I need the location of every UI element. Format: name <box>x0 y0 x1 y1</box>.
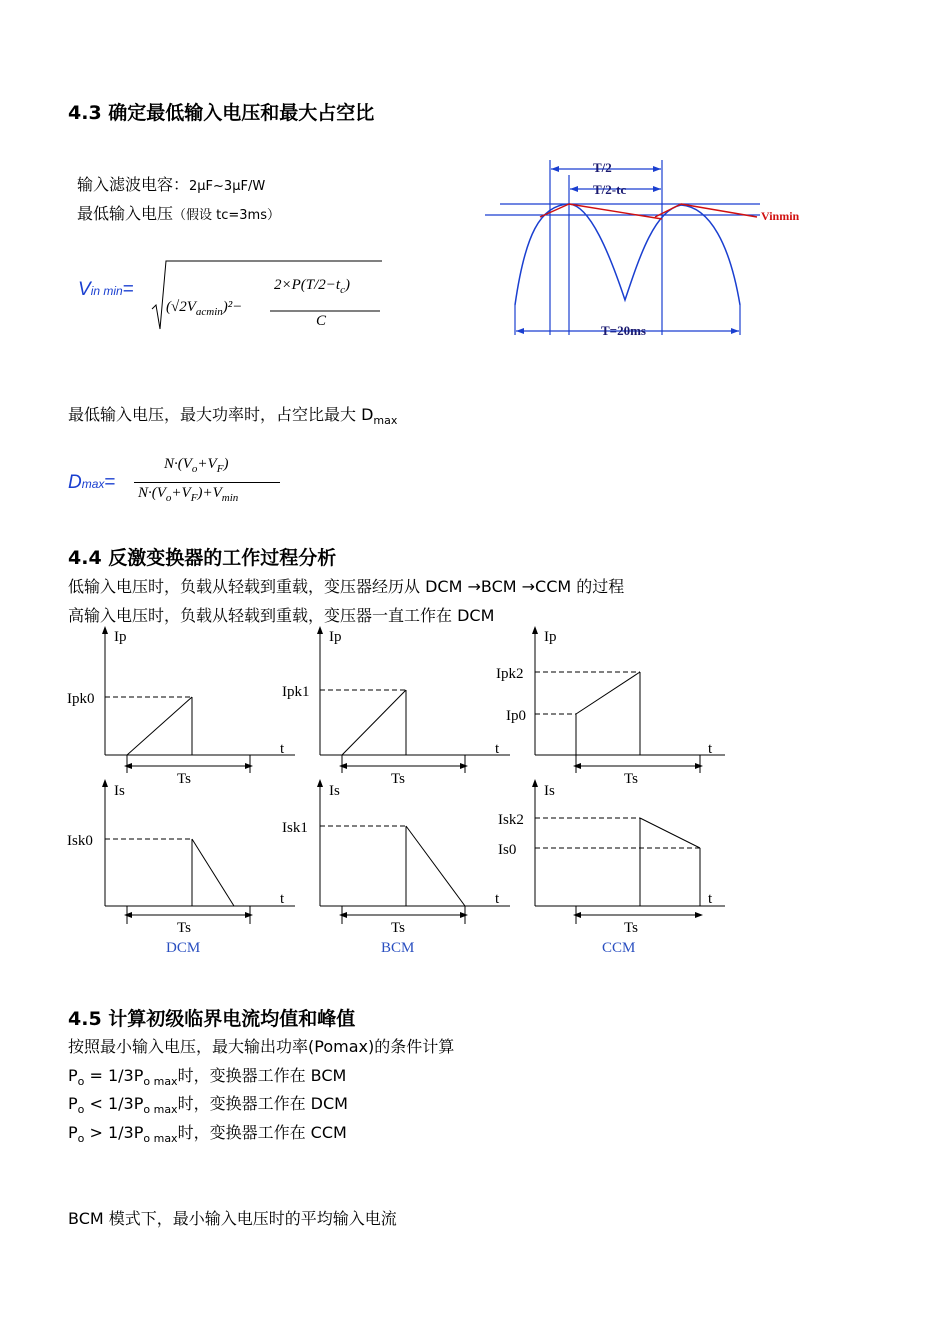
dcm-is-ts: Ts <box>177 920 191 936</box>
rectified-waveform-diagram <box>485 155 820 345</box>
dmax-denominator: $N\cdot(V_o+V_F)+V_{min}$ <box>138 485 239 504</box>
s44-line1: 低输入电压时，负载从轻载到重载，变压器经历从 DCM →BCM →CCM 的过程 <box>68 577 625 596</box>
fraction-bar <box>134 482 280 483</box>
bcm-ip-ts: Ts <box>391 771 405 787</box>
po-row-bcm: $P_o = 1/3P_{o max}$时，变换器工作在 BCM <box>68 1066 347 1089</box>
bcm-is-label: Is <box>329 783 340 799</box>
vinmin-symbol: Vin min= <box>78 279 134 300</box>
dcm-is-label: Is <box>114 783 125 799</box>
s45-line1: 按照最小输入电压，最大输出功率(Pomax)的条件计算 <box>68 1037 455 1056</box>
mode-label-ccm: CCM <box>602 940 636 956</box>
filter-cap-label: 输入滤波电容： <box>77 175 190 194</box>
dmax-intro: 最低输入电压，最大功率时，占空比最大 $D_{max}$ <box>68 405 398 428</box>
dmax-symbol: Dmax= <box>68 472 116 493</box>
dmax-formula <box>68 452 308 512</box>
label-period: T=20ms <box>601 323 646 338</box>
dcm-ip-t: t <box>280 741 285 757</box>
po-row-ccm: $P_o > 1/3P_{o max}$时，变换器工作在 CCM <box>68 1123 347 1146</box>
mode-label-dcm: DCM <box>166 940 201 956</box>
mode-label-bcm: BCM <box>381 940 415 956</box>
ccm-is-label: Is <box>544 783 555 799</box>
ccm-ipk2-label: Ipk2 <box>496 666 524 682</box>
dcm-ip-label: Ip <box>114 629 127 645</box>
vinmin-formula <box>78 255 398 340</box>
dcm-isk0-label: Isk0 <box>67 833 93 849</box>
bcm-average-current-line: BCM 模式下，最小输入电压时的平均输入电流 <box>68 1209 397 1228</box>
ccm-ip0-label: Ip0 <box>506 708 526 724</box>
section-heading-4-3: 4.3 确定最低输入电压和最大占空比 <box>68 102 375 124</box>
ccm-isk2-label: Isk2 <box>498 812 524 828</box>
flyback-waveform-diagram <box>60 625 740 960</box>
label-t-half: T/2 <box>593 160 612 175</box>
ccm-is-ts: Ts <box>624 920 638 936</box>
dcm-is-t: t <box>280 891 285 907</box>
bcm-isk1-label: Isk1 <box>282 820 308 836</box>
sqrt-term: $(√2V_{acmin})^2-$ <box>166 299 243 318</box>
bcm-ipk1-label: Ipk1 <box>282 684 310 700</box>
filter-cap-value: 2μF~3μF/W <box>189 179 266 194</box>
s44-line2: 高输入电压时，负载从轻载到重载，变压器一直工作在 DCM <box>68 606 495 625</box>
ccm-is0-label: Is0 <box>498 842 517 858</box>
fraction-numerator: $2\times P(T/2-t_c)$ <box>274 277 350 296</box>
dmax-numerator: $N\cdot(V_o+V_F)$ <box>164 456 229 475</box>
label-t-half-tc: T/2-tc <box>593 182 627 197</box>
bcm-ip-label: Ip <box>329 629 342 645</box>
ccm-is-t: t <box>708 891 713 907</box>
dcm-ipk0-label: Ipk0 <box>67 691 95 707</box>
fraction-denominator: C <box>316 313 327 329</box>
ccm-ip-label: Ip <box>544 629 557 645</box>
vmin-label: 最低输入电压 <box>77 204 174 223</box>
bcm-is-t: t <box>495 891 500 907</box>
ccm-ip-t: t <box>708 741 713 757</box>
bcm-is-ts: Ts <box>391 920 405 936</box>
dcm-ip-ts: Ts <box>177 771 191 787</box>
label-vinmin: Vinmin <box>761 209 800 223</box>
section-heading-4-4: 4.4 反激变换器的工作过程分析 <box>68 547 337 569</box>
vmin-line <box>77 201 280 224</box>
sqrt-sign <box>150 257 390 337</box>
bcm-ip-t: t <box>495 741 500 757</box>
ccm-ip-ts: Ts <box>624 771 638 787</box>
section-heading-4-5: 4.5 计算初级临界电流均值和峰值 <box>68 1008 356 1030</box>
po-row-dcm: $P_o < 1/3P_{o max}$时，变换器工作在 DCM <box>68 1094 348 1117</box>
filter-cap-line <box>77 172 265 195</box>
vmin-note: （假设 tc=3ms） <box>173 208 280 223</box>
